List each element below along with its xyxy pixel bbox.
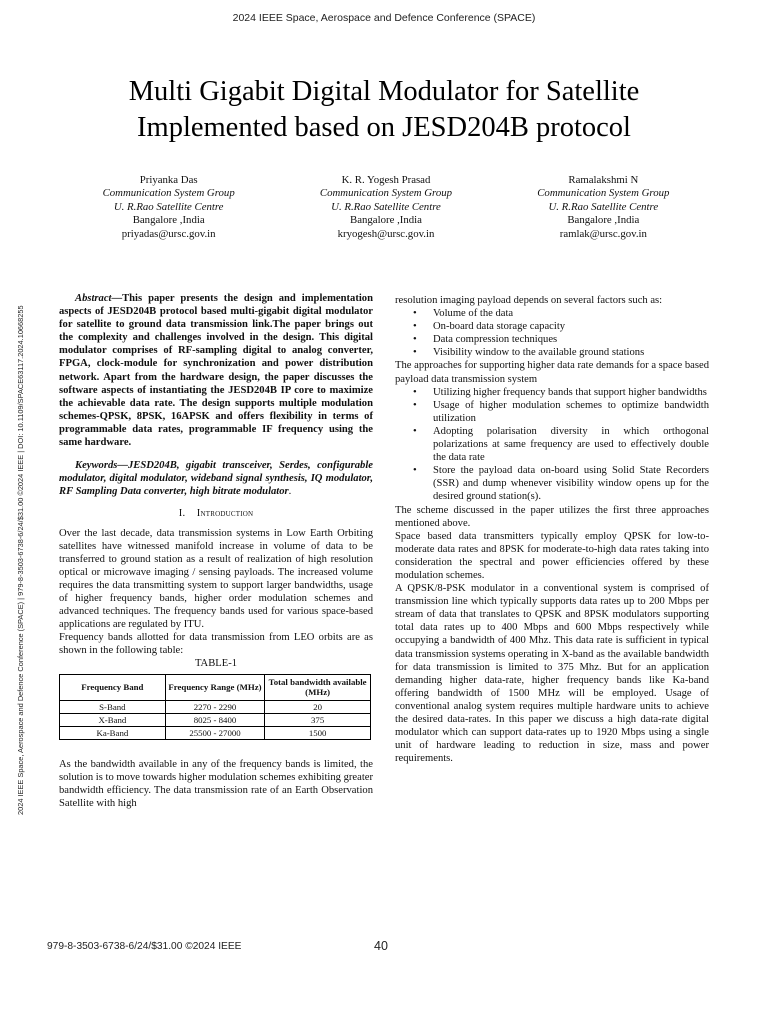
author-email[interactable]: priyadas@ursc.gov.in (121, 227, 216, 240)
table-cell: S-Band (60, 700, 166, 713)
list-item: • On-board data storage capacity (433, 320, 709, 333)
table-cell: 20 (265, 700, 371, 713)
keywords-lead: Keywords— (75, 460, 128, 472)
page-number: 40 (374, 939, 388, 953)
keywords-body: JESD204B, gigabit transceiver, Serdes, configurable modulator, digital modulator, wideband signal synthesis, IQ modulator, RF Sampling Data converter, high bitrate modulator (59, 460, 373, 498)
author-group: Communication System Group (319, 187, 453, 200)
list-item: • Adopting polarisation diversity in which orthogonal polarizations at same frequency are used to effectively double the data rate (433, 425, 709, 464)
list-item: • Volume of the data (433, 307, 709, 320)
section-number: I. (178, 508, 186, 520)
conference-header: 2024 IEEE Space, Aerospace and Defence Conference (SPACE) (232, 12, 536, 24)
post-table-paragraph: As the bandwidth available in any of the frequency bands is limited, the solution is to move towards higher modulation schemes exhibiting greater bandwidth efficiency. The data transmission rate of an Earth Observation Satellite with high (59, 758, 373, 809)
list-item: • Data compression techniques (433, 333, 709, 346)
table-caption: TABLE-1 (194, 658, 238, 670)
table-cell: 25500 - 27000 (165, 726, 265, 739)
right-column (395, 294, 709, 765)
author-block (60, 174, 712, 241)
intro-paragraph-2: Frequency bands allotted for data transmission from LEO orbits are as shown in the following table: (59, 632, 373, 657)
keywords-end: . (288, 486, 292, 498)
left-column (59, 292, 373, 810)
approach-list (395, 386, 709, 504)
author-centre: U. R.Rao Satellite Centre (548, 200, 659, 213)
intro-paragraph-1: Over the last decade, data transmission systems in Low Earth Orbiting satellites have witnessed manifold increase in volume of data to be transferred to ground station as a result of realization of high resolution optical or microwave imaging / sensing payloads. The increased volume requires the data transmitting system to support larger bandwidths, usage of higher frequency bands, higher order modulation schemes and advanced techniques. The frequency bands used for various space-based applications are regulated by ITU. (59, 527, 373, 631)
list-item: • Usage of higher modulation schemes to optimize bandwidth utilization (433, 399, 709, 425)
table-cell: 1500 (265, 726, 371, 739)
paper-title (60, 74, 708, 146)
author-email[interactable]: ramlak@ursc.gov.in (559, 227, 647, 240)
abstract (59, 292, 373, 449)
title-line-1: Multi Gigabit Digital Modulator for Satellite (128, 76, 640, 107)
author-city: Bangalore ,India (132, 214, 205, 227)
abstract-lead: Abstract (75, 293, 112, 304)
table-header-cell: Total bandwidth available (MHz) (265, 674, 371, 700)
keywords (59, 459, 373, 498)
table-row (60, 700, 371, 713)
author-name: Ramalakshmi N (568, 174, 639, 186)
table-cell: 8025 - 8400 (165, 713, 265, 726)
title-line-2: Implemented based on JESD204B protocol (137, 112, 631, 143)
abstract-dash: — (111, 293, 123, 304)
author-city: Bangalore ,India (567, 214, 640, 227)
table-row (60, 726, 371, 739)
section-title: Introduction (196, 508, 254, 520)
author-centre: U. R.Rao Satellite Centre (113, 200, 224, 213)
section-heading-introduction (59, 507, 373, 520)
table-cell: 2270 - 2290 (165, 700, 265, 713)
right-paragraph-2: The approaches for supporting higher data rate demands for a space based payload data transmission system (395, 360, 709, 385)
table-cell: Ka-Band (60, 726, 166, 739)
author-3 (495, 174, 712, 241)
author-group: Communication System Group (537, 187, 670, 200)
author-name: K. R. Yogesh Prasad (341, 174, 431, 186)
author-group: Communication System Group (102, 187, 235, 200)
table-header-cell: Frequency Range (MHz) (165, 674, 265, 700)
author-city: Bangalore ,India (350, 214, 422, 227)
author-2 (277, 174, 494, 241)
author-1 (60, 174, 277, 241)
right-paragraph-4: Space based data transmitters typically employ QPSK for low-to-moderate data rates and 8PSK for moderate-to-high data rates taking into consideration the spectral and power efficiencies offered by these modulation schemes. (395, 530, 709, 581)
author-centre: U. R.Rao Satellite Centre (331, 200, 441, 213)
list-item: • Utilizing higher frequency bands that support higher bandwidths (433, 386, 709, 399)
author-name: Priyanka Das (139, 174, 198, 186)
table-cell: X-Band (60, 713, 166, 726)
footer-isbn: 979-8-3503-6738-6/24/$31.00 ©2024 IEEE (47, 941, 242, 952)
table-row (60, 713, 371, 726)
right-paragraph-5: A QPSK/8-PSK modulator in a conventional system is comprised of transmission line which typically supports data rates up to 200 Mbps per stream of data that translates to QPSK and 8PSK modulators supporting total data rates up to 400 Mbps and 600 Mbps respectively while occupying a bandwidth of 400 Mhz. This data rate is sufficient in typical data transmission systems operating in X-band as the available bandwidth for data transmission is limited to 375 Mhz. But for an application demanding higher data-rate, higher frequency bands like Ka-band offering bandwidth of 1500 MHz will be employed. Usage of conventional analog system requires multiple hardware units to achieve the desired data-rates. In this paper we discuss a high data-rate digital modulator which can support data-rates up to 1920 Mbps using a single unit of hardware leading to reduction in size, mass and power requirements. (395, 583, 709, 765)
table-header-row (60, 674, 371, 700)
table-header-cell: Frequency Band (60, 674, 166, 700)
list-item: • Store the payload data on-board using Solid State Recorders (SSR) and dump whenever visibility window opens up for the desired ground station(s). (433, 464, 709, 503)
author-email[interactable]: kryogesh@ursc.gov.in (337, 227, 435, 240)
abstract-body: This paper presents the design and implementation aspects of JESD204B protocol based multi-gigabit digital modulator for satellite to ground data transmission link.The paper brings out the complexity and challenges involved in the design. This digital modulator comprises of RF-sampling digital to analog converter, FPGA, clock-module for synchronization and power distribution network. Apart from the hardware design, the paper discusses the software aspects of instantiating the JESD204B IP core to maximize the achievable data rate. The design supports multiple modulation schemes-QPSK, 8PSK, 16APSK and offers flexibility in terms of programmable data rates, programmable IF frequency using the same hardware. (59, 293, 373, 449)
factor-list (395, 307, 709, 359)
table-cell: 375 (265, 713, 371, 726)
right-paragraph-3: The scheme discussed in the paper utilizes the first three approaches mentioned above. (395, 504, 709, 529)
list-item: • Visibility window to the available ground stations (433, 346, 709, 359)
side-doi-note: 2024 IEEE Space, Aerospace and Defence Conference (SPACE) | 979-8-3503-6738-6/24/$31.00 ©2024 IEEE | DOI: 10.1109/SPACE63117.2024.10668255 (16, 305, 25, 815)
right-paragraph-1: resolution imaging payload depends on several factors such as: (395, 295, 663, 306)
frequency-band-table (59, 674, 371, 740)
